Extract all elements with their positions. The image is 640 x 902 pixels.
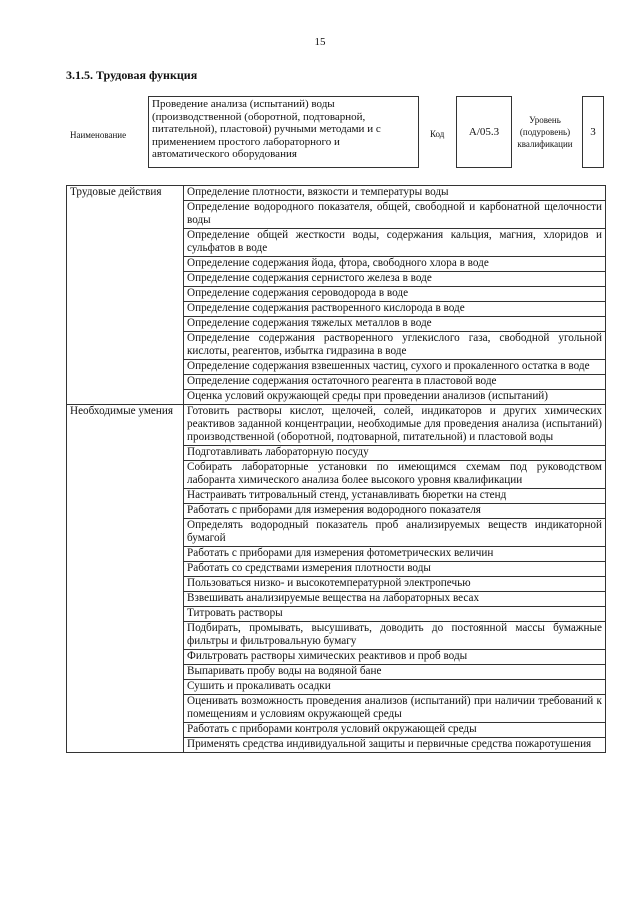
- row-text: Определение содержания тяжелых металлов в воде: [184, 317, 606, 332]
- row-text: Определение плотности, вязкости и температуры воды: [184, 186, 606, 201]
- row-text: Титровать растворы: [184, 607, 606, 622]
- row-text: Взвешивать анализируемые вещества на лабораторных весах: [184, 592, 606, 607]
- code-label: Код: [430, 129, 445, 139]
- row-text: Определение водородного показателя, общей, свободной и карбонатной щелочности воды: [184, 201, 606, 229]
- row-text: Определение содержания растворенного кислорода в воде: [184, 302, 606, 317]
- row-text: Работать с приборами для измерения водородного показателя: [184, 504, 606, 519]
- row-text: Определение общей жесткости воды, содержания кальция, магния, хлоридов и сульфатов в воде: [184, 229, 606, 257]
- table-row: [67, 186, 606, 201]
- row-text: Определение содержания остаточного реагента в пластовой воде: [184, 375, 606, 390]
- level-label: Уровень (подуровень) квалификации: [517, 115, 573, 149]
- group-label: Трудовые действия: [67, 186, 184, 405]
- row-text: Сушить и прокаливать осадки: [184, 680, 606, 695]
- section-title: 3.1.5. Трудовая функция: [66, 68, 198, 82]
- row-text: Выпаривать пробу воды на водяной бане: [184, 665, 606, 680]
- row-text: Определение содержания сернистого железа в воде: [184, 272, 606, 287]
- row-text: Применять средства индивидуальной защиты и первичные средства пожаротушения: [184, 738, 606, 753]
- name-label: Наименование: [70, 130, 127, 140]
- row-text: Определение содержания взвешенных частиц, сухого и прокаленного остатка в воде: [184, 360, 606, 375]
- row-text: Работать с приборами для измерения фотометрических величин: [184, 547, 606, 562]
- row-text: Собирать лабораторные установки по имеющимся схемам под руководством лаборанта химического анализа более высокого уровня квалификации: [184, 461, 606, 489]
- row-text: Оценка условий окружающей среды при проведении анализов (испытаний): [184, 390, 606, 405]
- row-text: Работать с приборами контроля условий окружающей среды: [184, 723, 606, 738]
- row-text: Оценивать возможность проведения анализов (испытаний) при наличии требований к помещениям и условиям окружающей среды: [184, 695, 606, 723]
- group-label: Необходимые умения: [67, 405, 184, 753]
- level-value: 3: [582, 96, 604, 168]
- row-text: Подбирать, промывать, высушивать, доводить до постоянной массы бумажные фильтры и фильтровальную бумагу: [184, 622, 606, 650]
- table-row: [67, 405, 606, 446]
- row-text: Определение содержания растворенного углекислого газа, свободной угольной кислоты, реагентов, избытка гидразина в воде: [184, 332, 606, 360]
- code-value: А/05.3: [456, 96, 512, 168]
- row-text: Пользоваться низко- и высокотемпературной электропечью: [184, 577, 606, 592]
- row-text: Определение содержания сероводорода в воде: [184, 287, 606, 302]
- row-text: Готовить растворы кислот, щелочей, солей, индикаторов и других химических реактивов заданной концентрации, необходимые для проведения анализа (испытаний) производственной (оборотной, подтоварной, питательной) и пластовой воды: [184, 405, 606, 446]
- function-header: [66, 96, 606, 174]
- name-value: Проведение анализа (испытаний) воды (производственной (оборотной, подтоварной, питательной), пластовой) ручными методами и с применением простого лабораторного и автоматического оборудования: [148, 96, 419, 168]
- function-table: [66, 185, 606, 753]
- row-text: Определять водородный показатель проб анализируемых веществ индикаторной бумагой: [184, 519, 606, 547]
- page-number: 15: [314, 36, 326, 48]
- row-text: Определение содержания йода, фтора, свободного хлора в воде: [184, 257, 606, 272]
- row-text: Подготавливать лабораторную посуду: [184, 446, 606, 461]
- row-text: Работать со средствами измерения плотности воды: [184, 562, 606, 577]
- row-text: Настраивать титровальный стенд, устанавливать бюретки на стенд: [184, 489, 606, 504]
- row-text: Фильтровать растворы химических реактивов и проб воды: [184, 650, 606, 665]
